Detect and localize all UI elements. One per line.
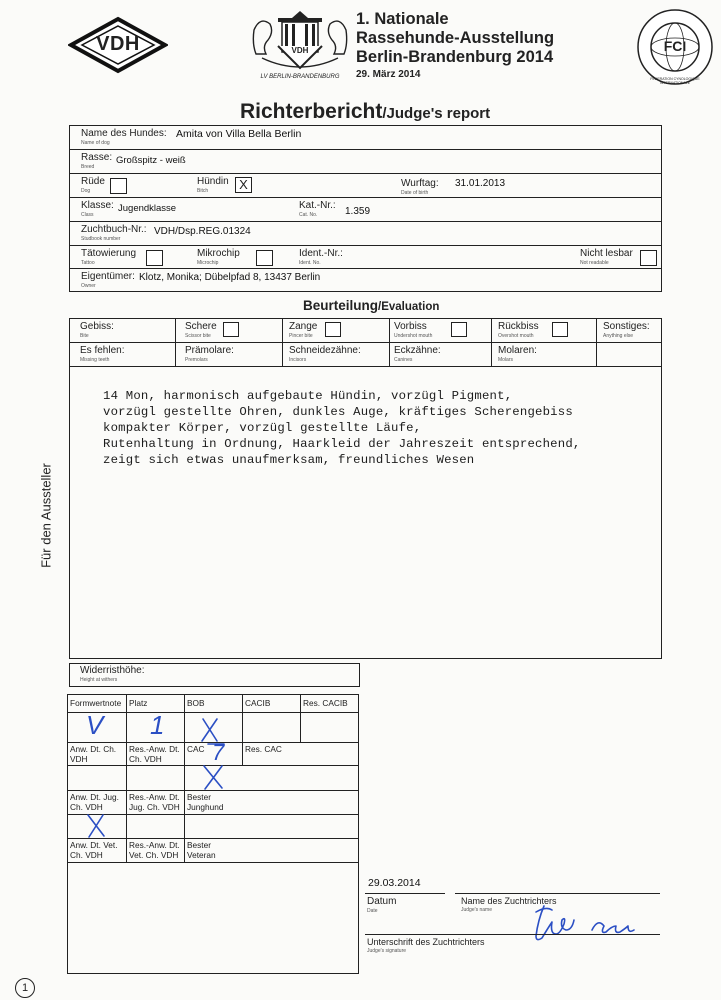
veteran-champion-line1: Anw. Dt. Vet. [70,840,118,850]
fci-ring-text: FEDERATION CYNOLOGIQUE INTERNATIONALE [650,77,700,85]
missing-teeth-sublabel: Missing teeth [80,357,110,363]
catalog-number-label: Kat.-Nr.: [299,200,336,211]
crest-vdh-text: VDH [291,46,309,55]
event-title-line1: 1. Nationale [356,10,449,28]
scissor-bite-sublabel: Scissor bite [185,333,211,339]
withers-label: Widerristhöhe: [80,665,145,676]
best-veteran-line2: Veteran [187,850,216,860]
studbook-sublabel: Studbook number [81,236,121,242]
res-veteran-champion-line2: Vet. Ch. VDH [129,850,179,860]
dog-name-label: Name des Hundes: [81,128,167,139]
res-cac-cell: Res. CAC [245,744,282,754]
grade-header-cacib: CACIB [245,698,271,708]
female-checkbox-mark: X [239,177,248,192]
premolars-sublabel: Premolars [185,357,208,363]
evaluation-title-main: Beurteilung [303,298,379,313]
grade-header-bob: BOB [187,698,205,708]
ident-number-label: Ident.-Nr.: [299,248,343,259]
ident-number-sublabel: Ident. No. [299,260,321,266]
judge-signature-sublabel: Judge's signature [367,948,407,954]
not-readable-label: Nicht lesbar [580,248,633,259]
overshot-label: Rückbiss [498,321,539,332]
junior-champion-line1: Anw. Dt. Jug. [70,792,119,802]
report-title-sub: /Judge's report [382,105,491,122]
side-label: Für den Aussteller [38,463,54,568]
date-label: Datum [367,896,397,907]
evaluation-text-line: kompakter Körper, vorzügl gestellte Läufe, [103,421,422,435]
bite-sublabel: Bite [80,333,89,339]
owner-label: Eigentümer: [81,271,135,282]
date-sublabel: Date [367,908,378,914]
cac-cell: CAC [187,744,205,754]
best-junior-line2: Junghund [187,802,224,812]
event-title-line3: Berlin-Brandenburg 2014 [356,48,554,66]
res-champion-line2: Ch. VDH [129,754,162,764]
evaluation-title-sub: /Evaluation [378,301,440,313]
female-sublabel: Bitch [197,188,209,194]
other-label: Sonstiges: [603,321,650,332]
place-1-handwritten: 1 [150,710,165,740]
birth-date-label: Wurftag: [401,178,439,189]
male-sublabel: Dog [81,188,91,194]
birth-date-value[interactable]: 31.01.2013 [455,178,506,189]
tattoo-sublabel: Tattoo [81,260,95,266]
fci-logo-text: FCI [663,38,687,54]
evaluation-text-line: zeigt sich etwas unaufmerksam, freundliches Wesen [103,453,475,467]
date-value[interactable]: 29.03.2014 [368,877,421,889]
best-junior-line1: Bester [187,792,211,802]
grade-header-res-cacib: Res. CACIB [303,698,348,708]
grade-v-handwritten: V [86,710,104,740]
event-date: 29. März 2014 [356,69,421,80]
bite-label: Gebiss: [80,321,114,332]
pincer-bite-sublabel: Pincer bite [289,333,313,339]
pincer-bite-label: Zange [289,321,318,332]
cac-7-handwritten: 7 [212,740,225,765]
res-veteran-champion-line1: Res.-Anw. Dt. [129,840,180,850]
class-sublabel: Class [81,212,94,218]
withers-sublabel: Height at withers [80,677,118,683]
canines-sublabel: Canines [394,357,413,363]
owner-sublabel: Owner [81,283,96,289]
grade-header-grade: Formwertnote [70,698,122,708]
champion-line2: VDH [70,754,88,764]
junior-champion-line2: Ch. VDH [70,802,103,812]
class-value[interactable]: Jugendklasse [118,203,177,214]
judge-name-sublabel: Judge's name [461,907,492,913]
molars-sublabel: Molars [498,357,514,363]
grade-header-place: Platz [129,698,148,708]
veteran-champion-line2: Ch. VDH [70,850,103,860]
microchip-sublabel: Microchip [197,260,219,266]
event-title-line2: Rassehunde-Ausstellung [356,29,555,47]
page-number [15,978,35,998]
premolars-label: Prämolare: [185,345,234,356]
evaluation-text-line: vorzügl gestellte Ohren, dunkles Auge, kräftiges Scherengebiss [103,405,573,419]
res-junior-champion-line1: Res.-Anw. Dt. [129,792,180,802]
microchip-label: Mikrochip [197,248,240,259]
undershot-sublabel: Undershot mouth [394,333,433,339]
vdh-logo-text: VDH [96,33,140,55]
scissor-bite-label: Schere [185,321,217,332]
evaluation-text-line: 14 Mon, harmonisch aufgebaute Hündin, vorzügl Pigment, [103,389,513,403]
dog-name-sublabel: Name of dog [81,140,110,146]
birth-date-sublabel: Date of birth [401,190,429,196]
studbook-label: Zuchtbuch-Nr.: [81,224,147,235]
owner-value[interactable]: Klotz, Monika; Dübelpfad 8, 13437 Berlin [139,272,321,283]
female-label: Hündin [197,176,229,187]
male-label: Rüde [81,176,105,187]
not-readable-sublabel: Not readable [580,260,609,266]
best-veteran-line1: Bester [187,840,211,850]
res-junior-champion-line2: Jug. Ch. VDH [129,802,180,812]
breed-label: Rasse: [81,152,113,163]
class-label: Klasse: [81,200,114,211]
res-champion-line1: Res.-Anw. Dt. [129,744,180,754]
breed-value[interactable]: Großspitz - weiß [116,155,186,166]
catalog-number-sublabel: Cat. No. [299,212,318,218]
catalog-number-value[interactable]: 1.359 [345,206,371,217]
incisors-sublabel: Incisors [289,357,307,363]
judge-signature-label: Unterschrift des Zuchtrichters [367,937,485,947]
champion-line1: Anw. Dt. Ch. [70,744,117,754]
canines-label: Eckzähne: [394,345,441,356]
molars-label: Molaren: [498,345,537,356]
crest-caption: LV BERLIN-BRANDENBURG [260,74,340,80]
studbook-value[interactable]: VDH/Dsp.REG.01324 [154,226,251,237]
breed-sublabel: Breed [81,164,95,170]
judge-name-label: Name des Zuchtrichters [461,896,557,906]
undershot-label: Vorbiss [394,321,427,332]
report-title-main: Richterbericht [240,100,383,123]
dog-name-value[interactable]: Amita von Villa Bella Berlin [176,128,302,140]
overshot-sublabel: Overshot mouth [498,333,534,339]
other-sublabel: Anything else [603,333,634,339]
evaluation-text-line: Rutenhaltung in Ordnung, Haarkleid der Jahreszeit entsprechend, [103,437,581,451]
page-number-text: 1 [21,982,29,994]
judge-signature [520,900,650,950]
incisors-label: Schneidezähne: [289,345,361,356]
tattoo-label: Tätowierung [81,248,137,259]
missing-teeth-label: Es fehlen: [80,345,125,356]
